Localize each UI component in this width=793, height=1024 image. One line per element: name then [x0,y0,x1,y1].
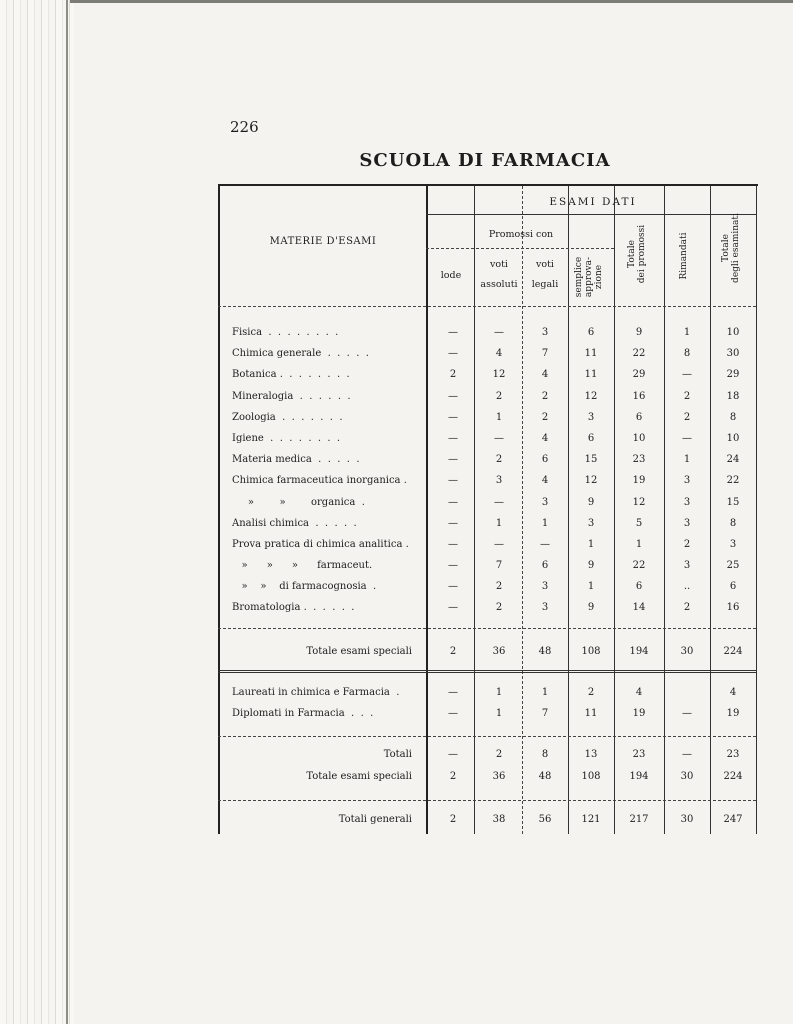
table-cell: 2 [495,749,503,760]
table-row [218,324,758,344]
table-cell: 11 [584,348,598,359]
table-cell: 6 [587,327,595,338]
table-cell: — [448,475,458,486]
table-cell: 12 [584,475,598,486]
table-cell: 3 [729,539,737,550]
table-cell: 29 [726,369,740,380]
table-cell: 6 [587,433,595,444]
table-cell: 6 [729,581,737,592]
table-cell: — [448,327,458,338]
table-row [218,515,758,535]
table-cell: 2 [495,602,503,613]
table-cell: 1 [541,518,549,529]
table-cell: — [540,539,550,550]
table-cell: 10 [726,327,740,338]
table-cell: 5 [635,518,643,529]
header-rule [426,214,756,215]
table-cell: 2 [541,412,549,423]
table-cell: 1 [635,539,643,550]
table-cell: 3 [541,602,549,613]
table-cell: 12 [584,391,598,402]
table-cell: 1 [495,708,503,719]
table-cell: 3 [587,412,595,423]
table-cell: 4 [541,475,549,486]
header-totale-promossi-line2: dei promossi [637,224,647,284]
table-cell: 3 [683,497,691,508]
table-cell: 2 [683,391,691,402]
table-row [218,536,758,556]
table-cell: 1 [587,581,595,592]
table-cell: — [448,497,458,508]
table-cell: 194 [629,771,649,782]
table-cell: 3 [541,327,549,338]
header-totale-promossi [627,206,651,302]
table-cell: — [448,687,458,698]
table-cell: 56 [538,814,552,825]
header-semplice-line2: approva- [584,256,594,298]
table-cell: 11 [584,369,598,380]
row-label: Totale esami speciali [306,646,412,657]
section-rule [218,800,756,801]
table-cell: 48 [538,771,552,782]
table-cell: — [682,433,692,444]
header-totale-esaminati-line1: Totale [721,234,731,262]
table-cell: 3 [683,560,691,571]
table-cell: 3 [541,497,549,508]
table-cell: 11 [584,708,598,719]
table-cell: — [448,708,458,719]
table-row [218,599,758,619]
table-cell: 4 [635,687,643,698]
table-cell: 1 [683,454,691,465]
table-cell: 121 [581,814,601,825]
table-cell: 1 [587,539,595,550]
table-cell: 12 [632,497,646,508]
row-label: Mineralogia . . . . . . [232,391,351,402]
section-rule [218,628,756,629]
row-label: Chimica farmaceutica inorganica . [232,475,407,486]
header-voti-legali-line1: voti [536,259,554,270]
table-cell: 2 [587,687,595,698]
row-label: Prova pratica di chimica analitica . [232,539,409,550]
row-label: » » organica . [232,497,365,508]
table-cell: 24 [726,454,740,465]
table-cell: 6 [635,581,643,592]
table-cell: — [448,539,458,550]
table-cell: 108 [581,771,601,782]
table-row [218,345,758,365]
table-cell: 30 [680,814,694,825]
table-cell: — [494,539,504,550]
table-cell: 8 [729,518,737,529]
table-cell: 247 [723,814,743,825]
table-cell: 2 [449,646,457,657]
row-label: Analisi chimica . . . . . [232,518,357,529]
totali-row [218,746,758,766]
totale-esami-speciali-row [218,768,758,788]
binding-edge [0,0,74,1024]
table-row [218,472,758,492]
table-cell: — [448,518,458,529]
header-voti-legali [523,259,567,291]
table-cell: 18 [726,391,740,402]
table-cell: 2 [495,454,503,465]
row-label: » » di farmacognosia . [232,581,377,592]
table-row [218,557,758,577]
header-voti-assoluti-line1: voti [490,259,508,270]
table-cell: 19 [726,708,740,719]
table-cell: — [448,602,458,613]
table-top-rule [218,184,758,186]
header-voti-assoluti-line2: assoluti [480,279,518,290]
table-cell: 2 [683,412,691,423]
table-cell: 29 [632,369,646,380]
table-cell: 2 [449,814,457,825]
table-cell: — [448,433,458,444]
header-voti-assoluti [476,259,522,291]
table-cell: 2 [541,391,549,402]
header-totale-promossi-line1: Totale [627,240,637,268]
table-cell: 23 [632,749,646,760]
table-row [218,451,758,471]
table-row [218,366,758,386]
table-cell: 224 [723,646,743,657]
row-label: Botanica . . . . . . . . [232,369,350,380]
table-cell: 22 [632,560,646,571]
table-cell: — [494,433,504,444]
row-label: Fisica . . . . . . . . [232,327,339,338]
header-semplice-approvazione [574,242,608,312]
header-semplice-line3: zione [594,264,604,290]
row-label: Diplomati in Farmacia . . . [232,708,374,719]
table-cell: 23 [726,749,740,760]
header-bottom-rule [218,306,756,307]
table-cell: 13 [584,749,598,760]
totali-generali-row [218,811,758,831]
table-cell: 9 [587,560,595,571]
table-cell: 10 [726,433,740,444]
table-cell: 15 [726,497,740,508]
table-cell: 3 [541,581,549,592]
page-number: 226 [230,118,259,136]
table-cell: 8 [541,749,549,760]
table-cell: — [448,560,458,571]
table-cell: 30 [680,646,694,657]
row-label: Zoologia . . . . . . . [232,412,343,423]
header-promossi-con: Promossi con [488,229,554,240]
totale-esami-speciali-row [218,643,758,663]
row-label: Chimica generale . . . . . [232,348,369,359]
table-cell: — [494,497,504,508]
table-cell: 224 [723,771,743,782]
table-cell: 19 [632,475,646,486]
table-cell: 3 [495,475,503,486]
table-cell: — [448,454,458,465]
row-label: Bromatologia . . . . . . [232,602,355,613]
table-cell: 7 [495,560,503,571]
table-cell: 2 [683,602,691,613]
table-cell: 4 [541,369,549,380]
row-label: Totali [383,749,412,760]
table-row [218,494,758,514]
table-cell: — [448,391,458,402]
table-cell: 9 [587,602,595,613]
table-cell: — [448,749,458,760]
page-top-edge [70,0,793,3]
table-cell: 2 [683,539,691,550]
header-totale-esaminati-line2: degli esaminati [731,213,741,283]
table-row [218,388,758,408]
table-cell: 23 [632,454,646,465]
table-cell: 22 [632,348,646,359]
table-cell: 8 [683,348,691,359]
row-label: Totali generali [338,814,412,825]
table-cell: 194 [629,646,649,657]
table-cell: 6 [541,560,549,571]
table-cell: 1 [683,327,691,338]
table-cell: 30 [680,771,694,782]
table-cell: 12 [492,369,506,380]
table-cell: 3 [683,475,691,486]
table-row [218,578,758,598]
table-row [218,684,758,704]
table-cell: 2 [449,369,457,380]
table-cell: 30 [726,348,740,359]
table-cell: 25 [726,560,740,571]
table-cell: 2 [495,391,503,402]
table-cell: 36 [492,646,506,657]
table-cell: .. [683,581,691,592]
table-cell: 7 [541,348,549,359]
section-double-rule [218,670,756,673]
table-cell: 4 [729,687,737,698]
table-cell: 10 [632,433,646,444]
binding-line [66,0,68,1024]
row-label: Materia medica . . . . . [232,454,360,465]
page-title: SCUOLA DI FARMACIA [359,150,611,171]
table-cell: 19 [632,708,646,719]
table-cell: 36 [492,771,506,782]
table-cell: 6 [541,454,549,465]
table-cell: 2 [495,581,503,592]
row-label: » » » farmaceut. [232,560,373,571]
section-rule [218,736,756,737]
table-cell: — [448,348,458,359]
table-cell: 4 [541,433,549,444]
row-label: Laureati in chimica e Farmacia . [232,687,400,698]
header-voti-legali-line2: legali [531,279,559,290]
table-cell: — [494,327,504,338]
table-cell: 9 [587,497,595,508]
table-cell: — [448,412,458,423]
table-cell: — [448,581,458,592]
table-cell: 16 [632,391,646,402]
header-semplice-line1: semplice [574,256,584,298]
header-totale-esaminati [721,200,745,296]
table-cell: 15 [584,454,598,465]
table-cell: 1 [495,518,503,529]
table-cell: — [682,708,692,719]
header-lode: lode [440,270,462,281]
table-row [218,409,758,429]
table-cell: 4 [495,348,503,359]
row-label: Totale esami speciali [306,771,412,782]
table-cell: 22 [726,475,740,486]
table-cell: 1 [495,687,503,698]
table-cell: 3 [683,518,691,529]
table-cell: 2 [449,771,457,782]
table-cell: 1 [495,412,503,423]
table-cell: 14 [632,602,646,613]
table-row [218,430,758,450]
table-cell: 8 [729,412,737,423]
table-cell: 6 [635,412,643,423]
table-cell: 7 [541,708,549,719]
table-cell: — [682,749,692,760]
table-cell: 217 [629,814,649,825]
table-cell: 48 [538,646,552,657]
table-row [218,705,758,725]
table-cell: 16 [726,602,740,613]
table-cell: 38 [492,814,506,825]
header-esami-dati: ESAMI DATI [549,196,637,208]
table-cell: 1 [541,687,549,698]
table-cell: 3 [587,518,595,529]
header-materie: MATERIE D'ESAMI [269,236,377,247]
table-cell: 108 [581,646,601,657]
table-cell: — [682,369,692,380]
header-rimandati: Rimandati [679,232,689,280]
row-label: Igiene . . . . . . . . [232,433,341,444]
table-cell: 9 [635,327,643,338]
